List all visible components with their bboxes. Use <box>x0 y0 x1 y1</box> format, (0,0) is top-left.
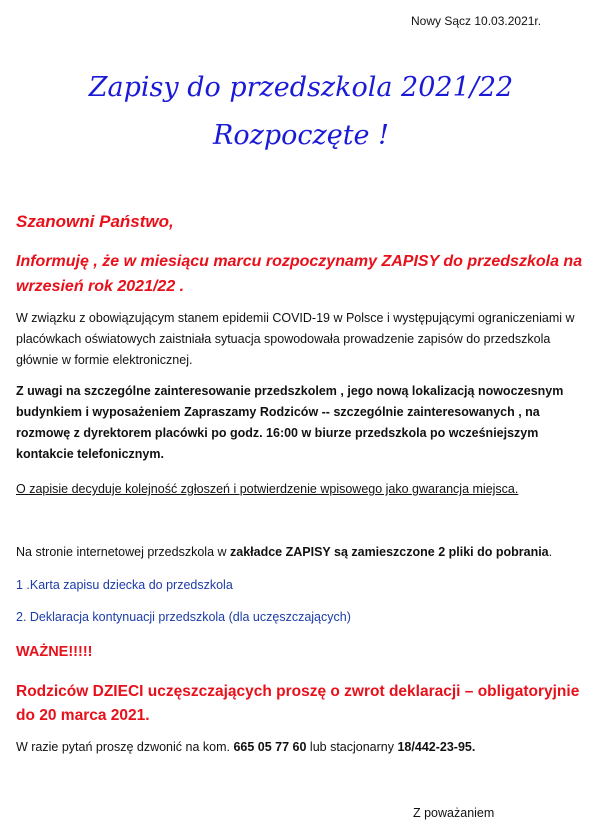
document-subtitle: Rozpoczęte ! <box>213 120 389 151</box>
mobile-number: 665 05 77 60 <box>233 740 307 754</box>
invitation-paragraph: Z uwagi na szczególne zainteresowanie przedszkolem , jego nową lokalizacją nowoczesnym budynkiem i wyposażeniem Zapraszamy Rodziców -- szczególnie zainteresowanych , na rozmowę z dyrektorem placówki po godz. 16:00 w biurze przedszkola po wcześniejszym kontakcie telefonicznym. <box>16 384 564 461</box>
document-date: Nowy Sącz 10.03.2021r. <box>411 14 542 28</box>
document-title: Zapisy do przedszkola 2021/22 <box>88 72 514 103</box>
contact-text: W razie pytań proszę dzwonić na kom. <box>16 740 234 754</box>
greeting: Szanowni Państwo, <box>16 212 174 231</box>
downloads-intro-text: Na stronie internetowej przedszkola w <box>16 545 230 559</box>
contact-line <box>16 740 475 754</box>
download-item-card: 1 .Karta zapisu dziecka do przedszkola <box>16 578 233 592</box>
download-item-declaration: 2. Deklaracja kontynuacji przedszkola (dla uczęszczających) <box>16 610 351 624</box>
downloads-intro <box>16 545 552 559</box>
enrollment-rule: O zapisie decyduje kolejność zgłoszeń i potwierdzenie wpisowego jako gwarancja miejsca. <box>16 482 519 496</box>
parents-notice: Rodziców DZIECI uczęszczających proszę o zwrot deklaracji – obligatoryjnie do 20 marca 2021. <box>16 683 580 724</box>
downloads-intro-bold: zakładce ZAPISY są zamieszczone 2 pliki do pobrania <box>230 545 549 559</box>
announcement: Informuję , że w miesiącu marcu rozpoczynamy ZAPISY do przedszkola na wrzesień rok 2021/22 . <box>16 253 583 295</box>
covid-paragraph: W związku z obowiązującym stanem epidemii COVID-19 w Polsce i występującymi ograniczeniami w placówkach oświatowych zaistniała sytuacja spowodowała prowadzenie zapisów do przedszkola głównie w formie elektronicznej. <box>16 311 575 367</box>
contact-text-middle: lub stacjonarny <box>306 740 398 754</box>
landline-number: 18/442-23-95. <box>397 740 476 754</box>
closing-signature: Z poważaniem <box>413 806 495 820</box>
important-heading: WAŻNE!!!!! <box>16 644 93 660</box>
downloads-intro-end: . <box>548 545 553 559</box>
